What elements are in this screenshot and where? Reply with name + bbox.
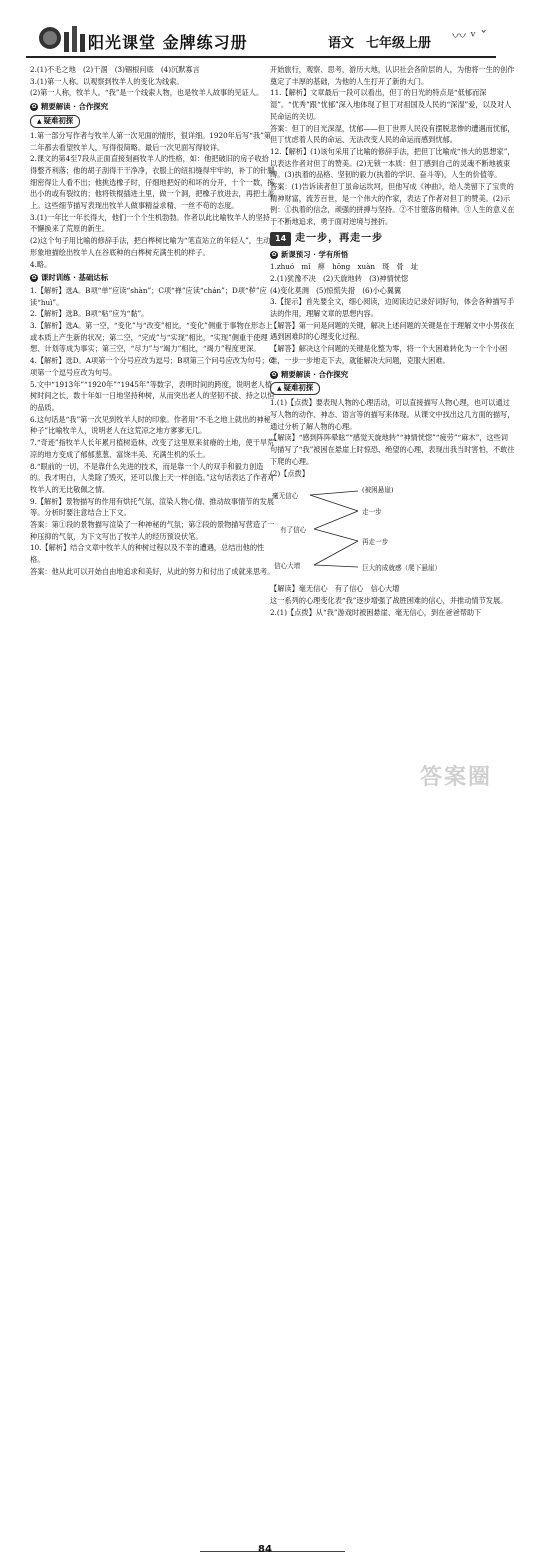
diagram-right-node: 走一步 xyxy=(362,508,382,517)
section-heading xyxy=(270,249,515,261)
paragraph: 6.这句话是“我”第一次见到牧羊人时的印象。作者用“不毛之地上就出的神秘种子”比喻牧羊人，说明老人在这荒凉之地方寥寥无几。 xyxy=(30,414,271,436)
section-heading xyxy=(270,369,515,381)
page-header xyxy=(0,0,542,58)
paragraph: 答案：第①段的景物描写渲染了一种神秘的气氛；第②段的景物描写营造了一种压抑的气氛，为下文写出了牧羊人的经历预设伏笔。 xyxy=(30,520,275,541)
paragraph: 3.(1)一年比一年长得大，他们一个个生机勃勃。作者以此比喻牧羊人的坚持不懈换来了荒原的新生。 xyxy=(30,212,270,234)
right-column xyxy=(270,64,515,764)
diagram-right-node: 巨大的成就感（爬下悬崖） xyxy=(362,564,442,573)
section-heading-text: 精要解读 · 合作探究 xyxy=(41,102,109,112)
paragraph: 这一系列的心理变化表“我”逐步增强了战胜困难的信心，并推动情节发展。 xyxy=(270,595,508,605)
paragraph: 2.(1)犹豫不决 (2)天旋地转 (3)神情恍惚 xyxy=(270,273,409,283)
paragraph: (2)第一人称，牧羊人。“我”是一个线索人物，也是牧羊人故事的见证人。 xyxy=(30,88,264,98)
paragraph: 3.【解析】选A。第一空，“变化”与“改变”相比，“变化”侧重于事物在形态上或本质上产生新的状况；第二空，“完成”与“实现”相比，“实现”侧重于使理想、计划等成为事实；第三空，“尽力”与“竭力”相比，“竭力”程度更深。 xyxy=(30,321,273,354)
section-marker-icon: ✿ xyxy=(31,103,37,111)
paragraph: 9.【解析】景物描写的作用有烘托气氛、渲染人物心情、推动故事情节的发展等。分析时要注意结合上下文。 xyxy=(30,496,275,518)
paragraph: 2.(1)【点拨】从“我”游戏时被困悬崖、毫无信心，到在爸爸帮助下 xyxy=(270,607,482,617)
diagram-connector xyxy=(310,491,358,495)
paragraph: 【解答】第一问是问题的关键，解决上述问题的关键是在于理解文中小男孩在遇到困难时的心理变化过程。 xyxy=(270,320,515,342)
subsection-tag-text: 疑难初探 xyxy=(283,383,314,393)
brand-logo xyxy=(30,20,94,54)
subsection-tag-text: 疑难初探 xyxy=(43,115,74,125)
section-marker-icon: ✿ xyxy=(31,274,37,282)
subsection-tag xyxy=(30,115,80,128)
diagram-right-node: (被困悬崖) xyxy=(362,486,394,495)
paragraph: 1.第一部分写作者与牧羊人第一次见面的情形，很详细。1920年后写“我”第二年都去看望牧羊人，写得很简略。最后一次见面写得较详。 xyxy=(30,130,271,152)
paragraph: (4)变化莫测 (5)惊慌失措 (6)小心翼翼 xyxy=(270,285,402,295)
diagram-left-node: 毫无信心 xyxy=(272,492,299,501)
paragraph: 2.【解析】选B。B项“粘”应为“黏”。 xyxy=(30,309,149,319)
subject-label: 语文 xyxy=(328,36,355,51)
subsection-tag xyxy=(270,382,320,395)
paragraph: 8.“眼前的一切，不是靠什么先进的技术，而是靠一个人的双手和毅力创造的。我才明白，人类除了毁灭，还可以像上天一样创造。”这句话表达了作者对牧羊人的无比敬佩之情。 xyxy=(30,461,275,494)
paragraph: (2)这个句子用比喻的修辞手法，把白桦树比喻为“笔直站立的年轻人”，生动形象地描绘出牧羊人在谷底种的白桦树充满生机的样子。 xyxy=(30,236,271,257)
diagram-left-node: 有了信心 xyxy=(280,526,307,535)
paragraph: 11.【解析】文章最后一段可以看出，但丁的日光的特点是“低郁而深湿”。“优秀”跟“忧郁”深入地体现了但丁对祖国及人民的“深湿”爱，以及对人民命运的关切。 xyxy=(270,88,512,121)
watermark-text: 答案圈 xyxy=(420,765,493,790)
section-heading-text: 精要解读 · 合作探究 xyxy=(281,369,349,379)
mind-change-diagram xyxy=(270,481,515,581)
paragraph: (2)【点拨】 xyxy=(270,468,309,478)
page-number: 84 xyxy=(258,1544,272,1555)
brand-title: 阳光课堂 金牌练习册 xyxy=(88,33,248,52)
sun-icon xyxy=(30,20,94,54)
paragraph: 10.【解析】结合文章中牧羊人的种树过程以及不幸的遭遇，总结出他的性格。 xyxy=(30,543,265,565)
paragraph: 3.【提示】首先要全文，细心阅读，边阅读边记录好词好句，体会各种描写手法的作用，理解文章的思想内容。 xyxy=(270,297,515,319)
diagram-connector xyxy=(314,541,358,565)
footer-divider xyxy=(200,1551,345,1552)
paragraph: 7.“奇迹”指牧羊人长年累月植树造林，改变了这里原来贫瘠的土地，使干旱荒凉的地方变成了郁郁葱葱、富饶丰美、充满生机的乐土。 xyxy=(30,438,275,459)
paragraph: 【解答】解决这个问题的关键是化整为零，将一个大困难转化为一个个小困难，一步一步地走下去，就能解决大问题，克服大困难。 xyxy=(270,344,508,365)
paragraph: 答案：他从此可以开始自由地追求和美好，从此的努力和付出了成就来思考。 xyxy=(30,566,275,576)
left-column xyxy=(30,64,275,764)
paragraph: 12.【解析】(1)该句采用了比喻的修辞手法，把但丁比喻成“伟大的思想家”，以表达作者对但丁的赞美。(2)无锁一本质：但丁感到自己的灵魂不断地被束缚。(3)执着的品格、坚韧的毅力(执着的学识、奋斗等)，人生的价值等。 xyxy=(270,146,515,180)
paragraph: 3.(1)第一人称。以观察到牧羊人的变化为线索。 xyxy=(30,76,184,86)
section-marker-icon: ✿ xyxy=(271,250,277,258)
paragraph: 答案：但丁的目光深湿，忧郁——但丁世界人民没有摆脱悲惨的遭遇而忧郁，但丁忧虑着人民的命运、无法改变人民的命运而感到忧郁。 xyxy=(270,123,515,145)
paragraph: 答案：(1)告诉读者但丁虽命运坎坷，但他写成《神曲》，给人类留下了宝贵的精神财富，流芳百世，是一个伟大的作家，表达了作者对但丁的赞美。(2)示例：①执着的信念，顽强的拼搏与坚持。②不甘堕落的精神。③人生的意义在于不断地追求，勇于面对逆境与挫折。 xyxy=(270,182,515,227)
paragraph: 2.课文的第4至7段从正面直接刻画牧羊人的性格，如：他把破旧的房子收拾得整齐利落；他的胡子刮得干干净净，衣服上的纽扣缝得牢牢的，补丁的针脚细密得让人看不出；他挑选橡子时，仔细地把好的和坏的分开，十个一数，拣出小的或有裂纹的；他将铁棍插进土里，做一个洞，把橡子放进去，再把土盖上。这些细节描写表现出牧羊人做事精益求精、一丝不苟的态度。 xyxy=(30,154,275,211)
lesson-title xyxy=(270,232,515,246)
diagram-right-node: 再走一步 xyxy=(362,538,389,547)
paragraph: 4.略。 xyxy=(30,259,52,269)
section-heading-text: 课时训练 · 基础达标 xyxy=(41,273,109,283)
grade-label: 七年级上册 xyxy=(366,36,432,51)
paragraph: 【解读】“感到阵阵晕眩”“感觉天旋地转”“神情恍惚”“疲劳”“麻木”，这些词句描写了“我”被困在悬崖上时惊恐、绝望的心理，表现出我当时害怕，不敢往下爬的心理。 xyxy=(270,433,515,466)
section-marker-icon: ✿ xyxy=(271,370,277,378)
paragraph: 5.文中“1913年”“1920年”“1945年”等数字，表明时间的跨度，说明老人植树时间之长，数十年如一日地坚持种树，从而突出老人的坚韧不拔、持之以恒的品质。 xyxy=(30,379,275,412)
paragraph: 4.【解析】选D。A项第一个分号应改为逗号；B项第三个问号应改为句号；C项第一个逗号应改为句号。 xyxy=(30,356,275,377)
section-heading xyxy=(30,101,275,113)
triangle-icon: ▲ xyxy=(37,117,42,125)
diagram-left-node: 信心大增 xyxy=(274,562,301,571)
paragraph: 开始旅行，观察、思考，游历大地，认识社会各阶层的人，为他将一生的创作奠定了丰厚的基础，为他的人生打开了新的大门。 xyxy=(270,65,515,86)
diagram-connector xyxy=(310,495,358,511)
lesson-number: 14 xyxy=(270,232,291,246)
paragraph: 1.【解析】选A。B项“单”应读“shàn”；C项“禅”应读“chán”；D项“秽”应读“huì”。 xyxy=(30,285,267,307)
section-heading xyxy=(30,272,275,284)
lesson-title-text: 走一步，再走一步 xyxy=(295,232,384,244)
birds-icon: 〰 ᵛ ˇ xyxy=(452,29,488,45)
section-heading-text: 新课预习 · 学有所悟 xyxy=(281,249,349,259)
diagram-connector xyxy=(314,565,358,567)
diagram-connector xyxy=(314,511,358,529)
triangle-icon: ▲ xyxy=(277,385,282,393)
paragraph: 【解读】毫无信心 有了信心 信心大增 xyxy=(270,584,400,594)
header-divider xyxy=(26,56,496,58)
paragraph: 1.zhuó mǐ 痹 hōng xuàn 斑 骨 址 xyxy=(270,262,419,272)
paragraph: 1.(1)【点拨】要表现人物的心理活动，可以直接描写人物心理，也可以通过写人物的动作、神态、语言等的描写来体现。从课文中找出这几方面的描写，通过分析了解人物的心理。 xyxy=(270,398,515,431)
paragraph: 2.(1)不毛之地 (2)干涸 (3)锢根问底 (4)沉默寡言 xyxy=(30,65,200,74)
diagram-connector xyxy=(314,529,358,541)
